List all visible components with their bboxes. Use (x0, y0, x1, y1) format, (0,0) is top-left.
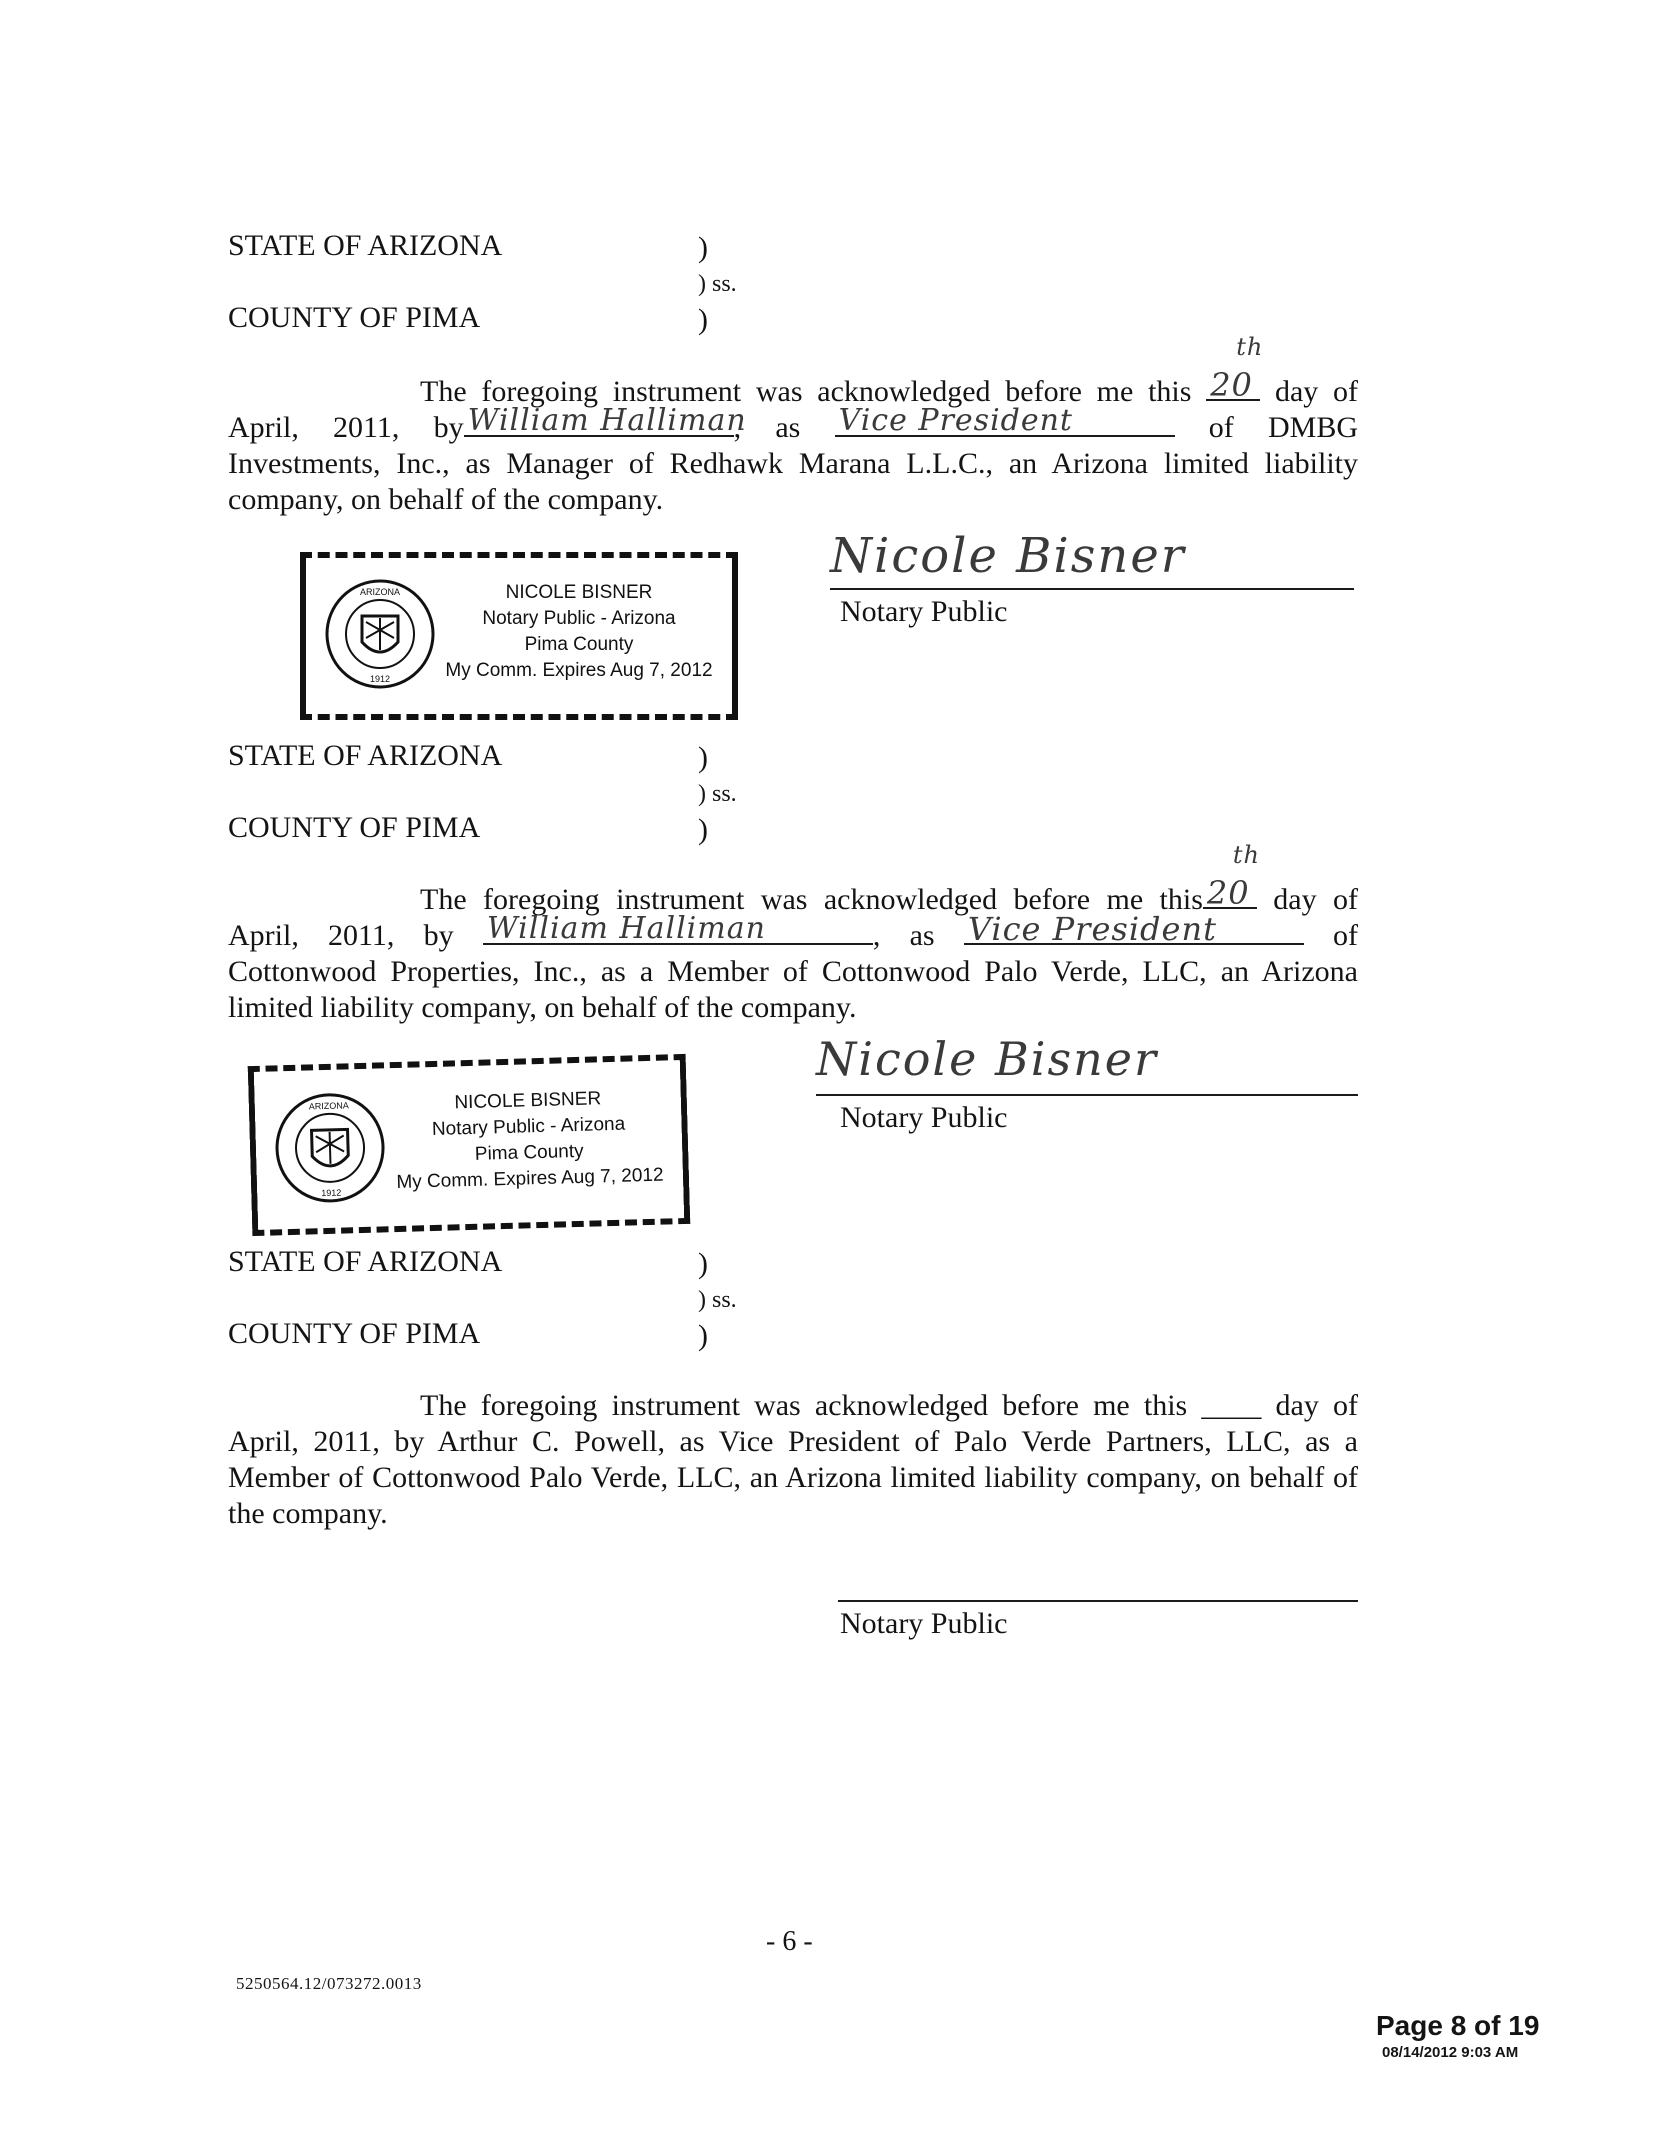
ack3-rest: April, 2011, by Arthur C. Powell, as Vice President of Palo Verde Partners, LLC, as a Member of Cottonwood Palo Verde, LLC, an Arizona limited liability company, on behalf of the company. (228, 1425, 1358, 1530)
ack1-title-blank (835, 403, 1175, 438)
arizona-seal-icon (272, 1090, 387, 1205)
seal1-line2: Notary Public - Arizona (482, 608, 676, 629)
seal2-name: NICOLE BISNER (454, 1088, 602, 1114)
seal2-line2: Notary Public - Arizona (431, 1113, 626, 1141)
ack1-day-of: day of (1274, 375, 1359, 408)
document-id: 5250564.12/073272.0013 (236, 1974, 422, 1993)
seal1-line3: Pima County (524, 634, 634, 655)
venue-county-1: COUNTY OF PIMA (228, 301, 481, 334)
venue-paren-2b: ) (698, 813, 708, 846)
signature-2: Nicole Bisner (816, 1032, 1158, 1086)
signature-line-2 (816, 1094, 1358, 1096)
svg-text:ARIZONA: ARIZONA (359, 587, 401, 597)
ack2-rest: Cottonwood Properties, Inc., as a Member of Cottonwood Palo Verde, LLC, an Arizona limited liability company, on behalf of the company. (228, 955, 1358, 1024)
notary-seal-1 (300, 552, 738, 720)
notary-public-label-1: Notary Public (840, 595, 1008, 628)
svg-text:1912: 1912 (369, 674, 391, 684)
acknowledgment-1 (228, 333, 1359, 518)
venue-ss-2: ) ss. (698, 781, 737, 807)
signature-line-3 (838, 1600, 1358, 1602)
signature-line-1 (830, 588, 1354, 590)
ack1-signer-handwriting: William Halliman (467, 403, 747, 438)
venue-ss-3: ) ss. (698, 1287, 737, 1313)
ack2-signer-blank (483, 911, 873, 946)
venue-paren-3b: ) (698, 1319, 708, 1352)
ack1-as: , as (733, 411, 801, 444)
venue-state-3: STATE OF ARIZONA (228, 1245, 503, 1278)
ack2-day-handwriting: 20 (1206, 874, 1250, 912)
page-number: - 6 - (766, 1926, 813, 1957)
venue-ss-1: ) ss. (698, 271, 737, 297)
ack2-april: April, (228, 919, 299, 952)
ack2-day-of: day of (1273, 883, 1358, 916)
venue-county-3: COUNTY OF PIMA (228, 1317, 481, 1350)
ack2-signer-handwriting: William Halliman (486, 911, 766, 946)
venue-county-2: COUNTY OF PIMA (228, 811, 481, 844)
ack1-of-entity: of DMBG (1208, 411, 1358, 444)
venue-paren-2a: ) (698, 741, 708, 774)
ack1-signer-blank (464, 403, 747, 438)
ack2-by: by (423, 919, 454, 952)
seal2-text (382, 1084, 675, 1196)
page-of-indicator: Page 8 of 19 (1376, 2010, 1540, 2041)
fax-timestamp: 08/14/2012 9:03 AM (1382, 2044, 1519, 2061)
signature-1: Nicole Bisner (830, 528, 1186, 584)
ack2-year: 2011, (328, 919, 395, 952)
ack1-intro: The foregoing instrument was acknowledged before me this (420, 375, 1192, 408)
seal2-line3: Pima County (474, 1140, 584, 1165)
svg-text:ARIZONA: ARIZONA (308, 1100, 349, 1112)
ack1-line2 (228, 403, 1358, 446)
venue-paren-3a: ) (698, 1247, 708, 1280)
seal1-text (434, 580, 724, 684)
ack2-as: , as (872, 919, 935, 952)
notary-seal-2 (248, 1054, 691, 1236)
arizona-seal-icon (324, 578, 436, 690)
ack1-day-handwriting: 20 (1210, 366, 1253, 404)
notary-public-label-3: Notary Public (840, 1607, 1008, 1640)
ack1-april-by: April, 2011, by (228, 411, 464, 444)
ack1-rest: Investments, Inc., as Manager of Redhawk Marana L.L.C., an Arizona limited liability company, on behalf of the company. (228, 447, 1358, 516)
ack1-day-blank (1206, 333, 1264, 404)
seal2-line4: My Comm. Expires Aug 7, 2012 (396, 1164, 664, 1194)
acknowledgment-3 (228, 1388, 1358, 1532)
ack2-title-handwriting: Vice President (967, 910, 1217, 948)
ack2-day-blank (1203, 841, 1260, 912)
ack1-line1 (228, 333, 1359, 410)
ack2-intro: The foregoing instrument was acknowledged before me this (420, 883, 1203, 916)
svg-text:1912: 1912 (321, 1187, 342, 1199)
ack2-line2 (228, 910, 1359, 954)
seal1-name: NICOLE BISNER (505, 582, 653, 603)
venue-paren-1b: ) (698, 303, 708, 336)
ack2-of: of (1333, 919, 1359, 952)
ack3-line1: The foregoing instrument was acknowledged before me this ____ day of (420, 1389, 1358, 1422)
ack2-day-sup-handwriting: th (1232, 841, 1260, 869)
ack1-day-sup-handwriting: th (1236, 333, 1264, 361)
notary-public-label-2: Notary Public (840, 1101, 1008, 1134)
venue-state-1: STATE OF ARIZONA (228, 229, 503, 262)
ack1-title-handwriting: Vice President (838, 403, 1073, 438)
ack2-title-blank (964, 910, 1304, 948)
acknowledgment-2 (228, 841, 1359, 1026)
seal1-line4: My Comm. Expires Aug 7, 2012 (445, 660, 713, 681)
venue-state-2: STATE OF ARIZONA (228, 739, 503, 772)
venue-paren-1a: ) (698, 231, 708, 264)
